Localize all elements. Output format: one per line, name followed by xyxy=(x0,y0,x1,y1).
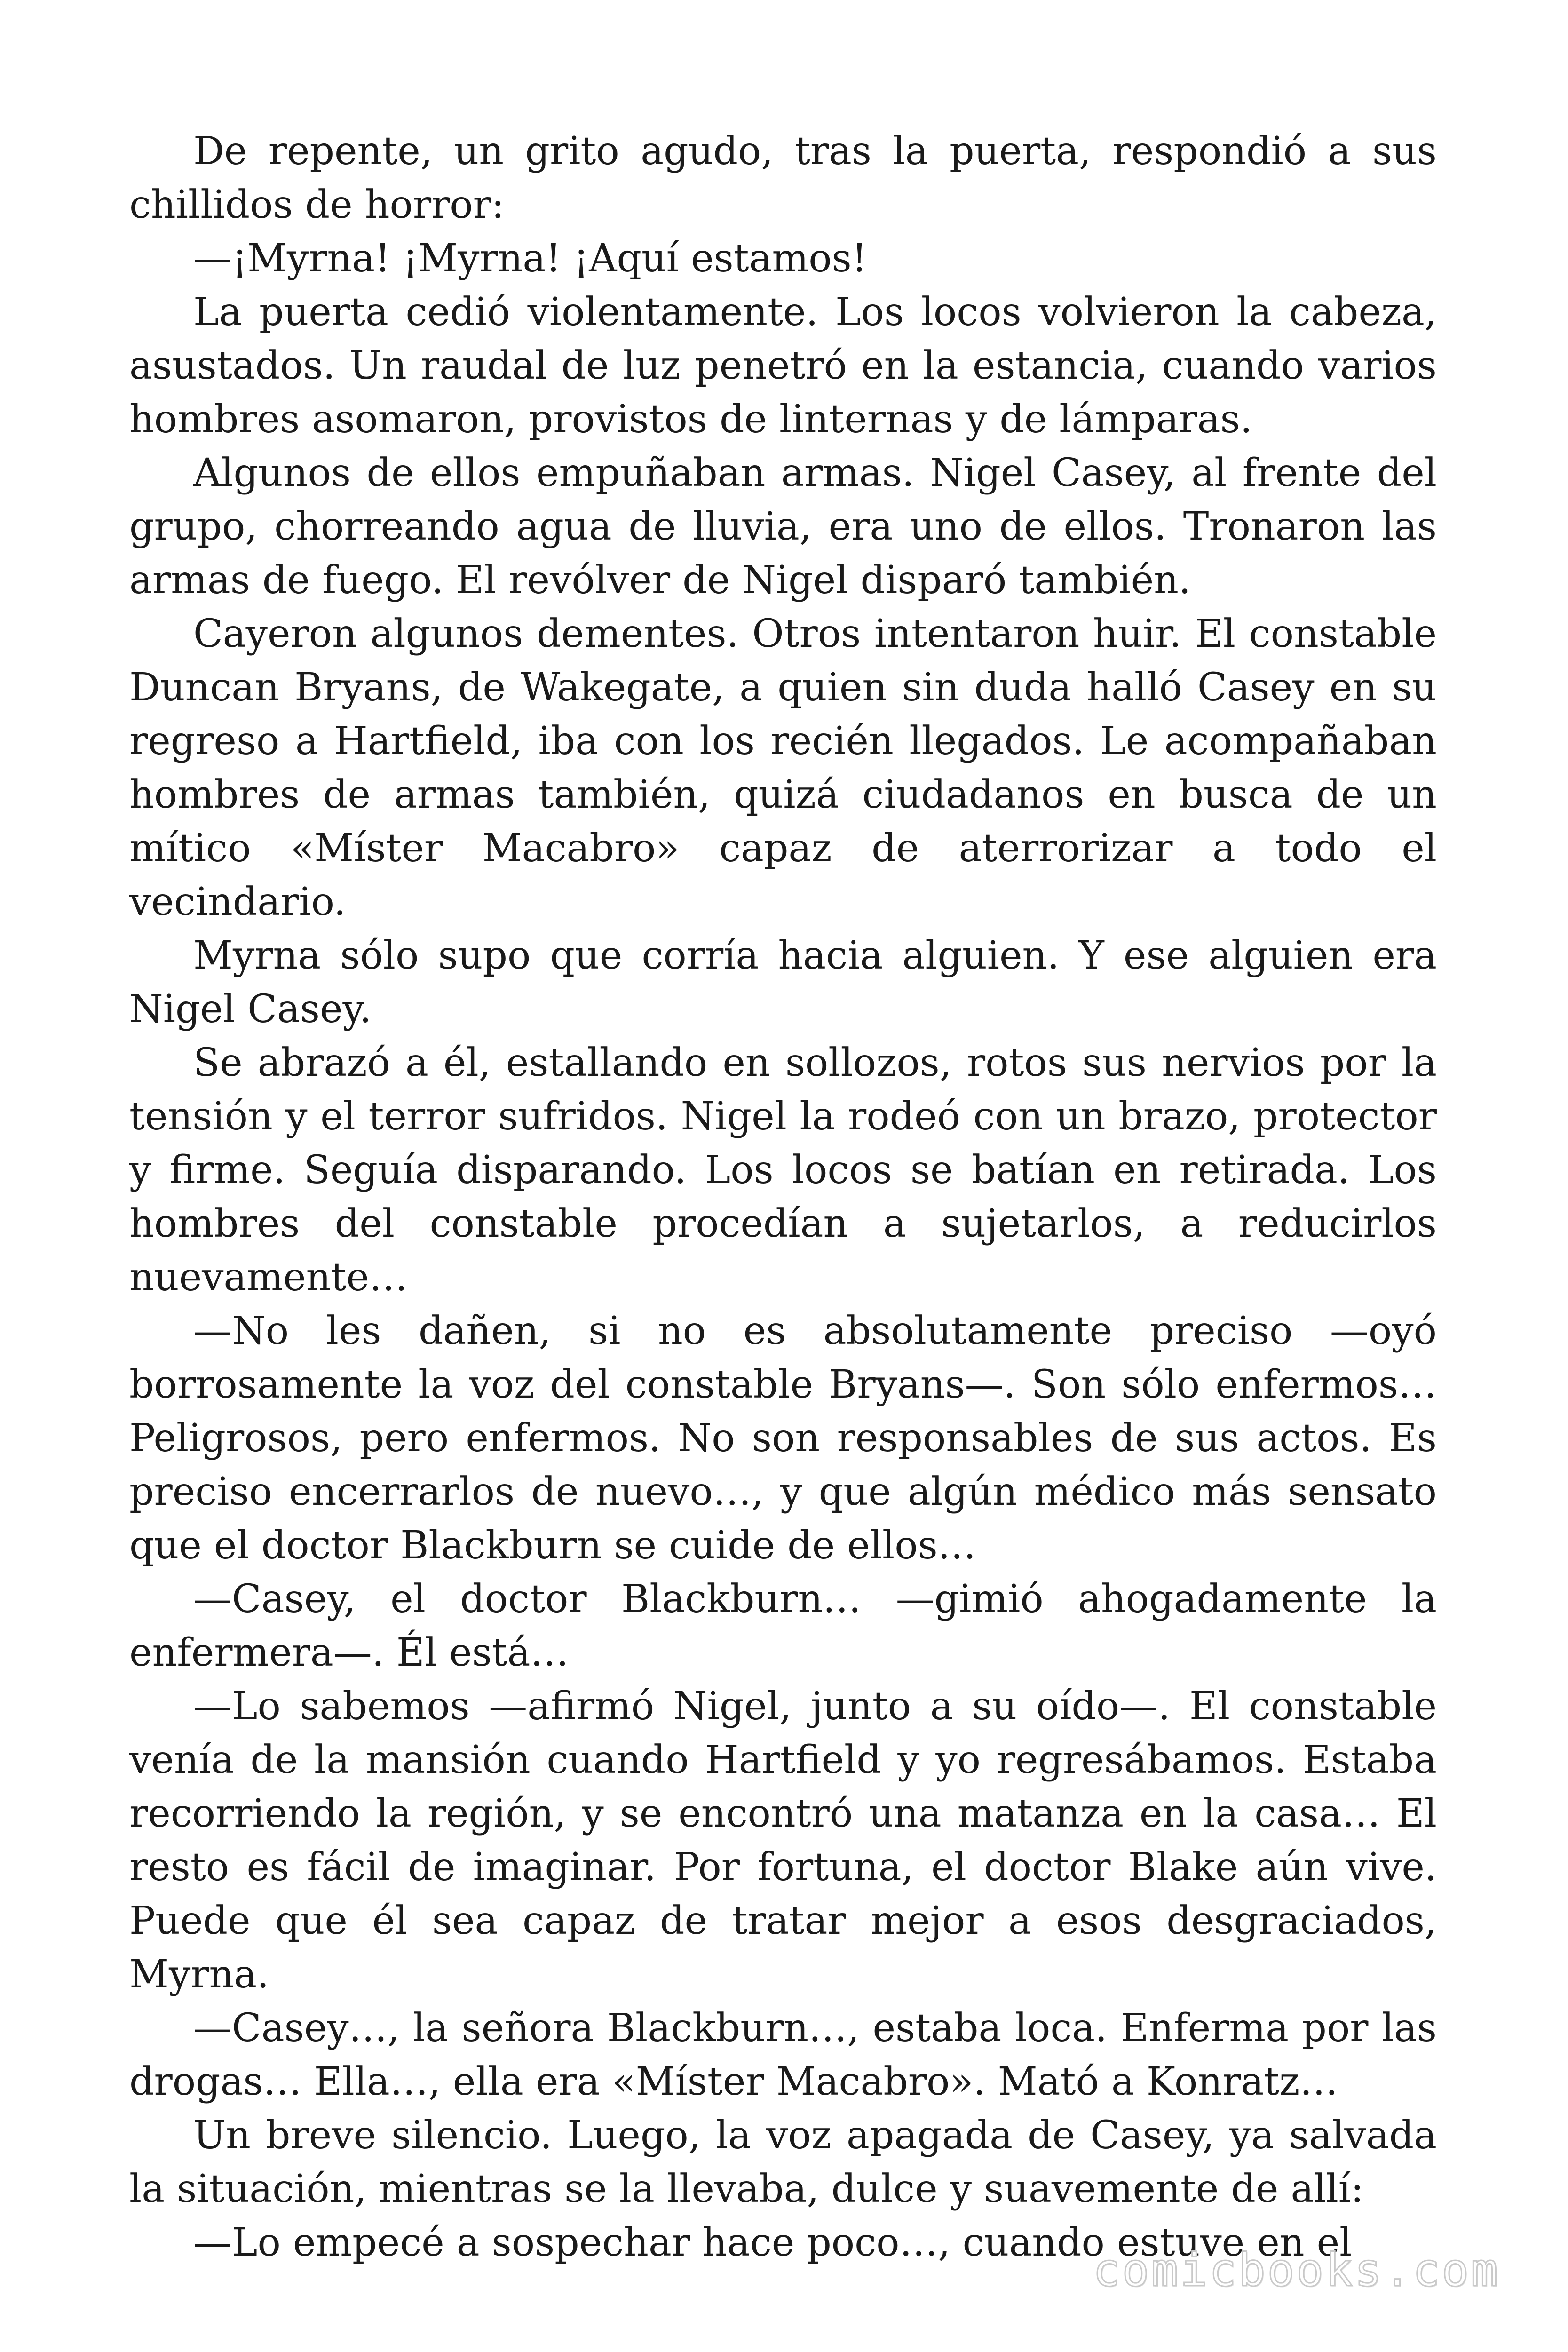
body-text xyxy=(129,125,1437,2270)
paragraph: —Casey, el doctor Blackburn… —gimió ahogadamente la enfermera—. Él está… xyxy=(129,1577,1437,1675)
paragraph: De repente, un grito agudo, tras la puerta, respondió a sus chillidos de horror: xyxy=(129,129,1437,227)
paragraph: —No les dañen, si no es absolutamente preciso —oyó borrosamente la voz del constable Bryans—. Son sólo enfermos… Peligrosos, pero enfermos. No son responsables de sus actos. Es preciso encerrarlos de nuevo…, y que algún médico más sensato que el doctor Blackburn se cuide de ellos… xyxy=(129,1309,1437,1568)
paragraph: Un breve silencio. Luego, la voz apagada de Casey, ya salvada la situación, mientras se la llevaba, dulce y suavemente de allí: xyxy=(129,2113,1437,2211)
paragraph: La puerta cedió violentamente. Los locos volvieron la cabeza, asustados. Un raudal de luz penetró en la estancia, cuando varios hombres asomaron, provistos de linternas y de lámparas. xyxy=(129,290,1437,442)
paragraph: —Casey…, la señora Blackburn…, estaba loca. Enferma por las drogas… Ella…, ella era «Míster Macabro». Mató a Konratz… xyxy=(129,2006,1437,2104)
paragraph: Myrna sólo supo que corría hacia alguien. Y ese alguien era Nigel Casey. xyxy=(129,933,1437,1032)
site-watermark: comicbooks.com xyxy=(1093,2244,1500,2296)
paragraph: —Lo empecé a sospechar hace poco…, cuando estuve en el xyxy=(193,2220,1352,2265)
paragraph: —Lo sabemos —afirmó Nigel, junto a su oído—. El constable venía de la mansión cuando Hartfield y yo regresábamos. Estaba recorriendo la región, y se encontró una matanza en la casa… El resto es fácil de imaginar. Por fortuna, el doctor Blake aún vive. Puede que él sea capaz de tratar mejor a esos desgraciados, Myrna. xyxy=(129,1684,1437,1997)
paragraph: Se abrazó a él, estallando en sollozos, rotos sus nervios por la tensión y el terror sufridos. Nigel la rodeó con un brazo, protector y firme. Seguía disparando. Los locos se batían en retirada. Los hombres del constable procedían a sujetarlos, a reducirlos nuevamente… xyxy=(129,1041,1437,1300)
paragraph: —¡Myrna! ¡Myrna! ¡Aquí estamos! xyxy=(193,236,867,281)
paragraph: Cayeron algunos dementes. Otros intentaron huir. El constable Duncan Bryans, de Wakegate, a quien sin duda halló Casey en su regreso a Hartfield, iba con los recién llegados. Le acompañaban hombres de armas también, quizá ciudadanos en busca de un mítico «Míster Macabro» capaz de aterrorizar a todo el vecindario. xyxy=(129,612,1437,924)
paragraph: Algunos de ellos empuñaban armas. Nigel Casey, al frente del grupo, chorreando agua de lluvia, era uno de ellos. Tronaron las armas de fuego. El revólver de Nigel disparó también. xyxy=(129,451,1437,603)
